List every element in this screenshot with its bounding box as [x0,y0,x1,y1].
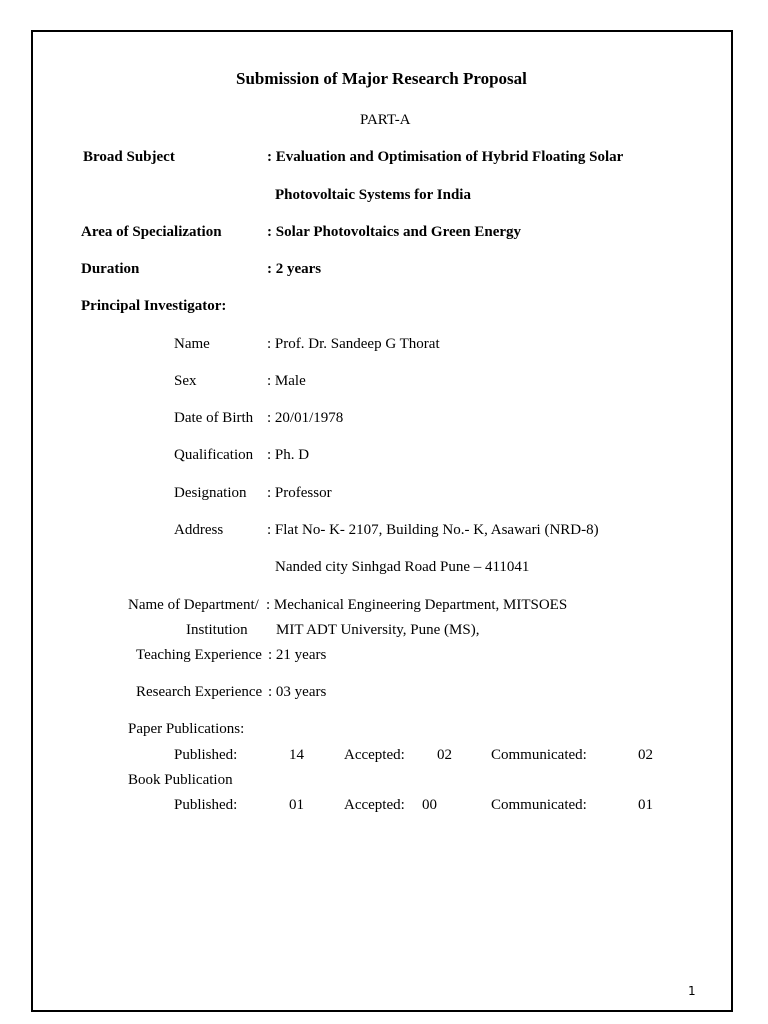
teaching-experience-value: : 21 years [268,647,327,663]
sex-label: Sex [174,373,197,389]
area-value: : Solar Photovoltaics and Green Energy [267,224,522,240]
designation-value: : Professor [267,485,332,501]
research-experience-label: Research Experience [136,684,263,700]
department-value-line1: : Mechanical Engineering Department, MITSOES [266,597,568,613]
broad-subject-value-line2: Photovoltaic Systems for India [275,187,471,203]
book-communicated-value: 01 [638,797,653,813]
designation-label: Designation [174,485,247,501]
paper-publications-heading: Paper Publications: [128,721,245,737]
pi-heading: Principal Investigator: [81,298,227,314]
page-number: 1 [688,984,696,998]
department-label-line2: Institution [186,622,248,638]
paper-accepted-value: 02 [437,747,452,763]
address-label: Address [174,522,224,538]
dob-label: Date of Birth [174,410,254,426]
address-value-line1: : Flat No- K- 2107, Building No.- K, Asawari (NRD-8) [267,522,599,538]
qualification-value: : Ph. D [267,447,310,463]
book-accepted-value: 00 [422,797,437,813]
sex-value: : Male [267,373,306,389]
department-value-line2: MIT ADT University, Pune (MS), [276,622,480,638]
qualification-label: Qualification [174,447,254,463]
teaching-experience-label: Teaching Experience [136,647,262,663]
book-accepted-label: Accepted: [344,797,405,813]
paper-published-label: Published: [174,747,238,763]
name-label: Name [174,336,210,352]
document-title: Submission of Major Research Proposal [236,69,527,88]
name-value: : Prof. Dr. Sandeep G Thorat [267,336,440,352]
duration-label: Duration [81,261,140,277]
area-label: Area of Specialization [81,224,222,240]
paper-accepted-label: Accepted: [344,747,405,763]
book-published-value: 01 [289,797,304,813]
duration-value: : 2 years [267,261,322,277]
dob-value: : 20/01/1978 [267,410,344,426]
department-label-line1: Name of Department/ [128,597,259,613]
broad-subject-label: Broad Subject [83,149,175,165]
book-communicated-label: Communicated: [491,797,587,813]
address-value-line2: Nanded city Sinhgad Road Pune – 411041 [275,559,530,575]
paper-communicated-label: Communicated: [491,747,587,763]
book-publication-heading: Book Publication [128,772,233,788]
book-published-label: Published: [174,797,238,813]
research-experience-value: : 03 years [268,684,327,700]
part-label: PART-A [360,112,411,128]
broad-subject-value-line1: : Evaluation and Optimisation of Hybrid Floating Solar [267,149,624,165]
paper-communicated-value: 02 [638,747,653,763]
paper-published-value: 14 [289,747,304,763]
